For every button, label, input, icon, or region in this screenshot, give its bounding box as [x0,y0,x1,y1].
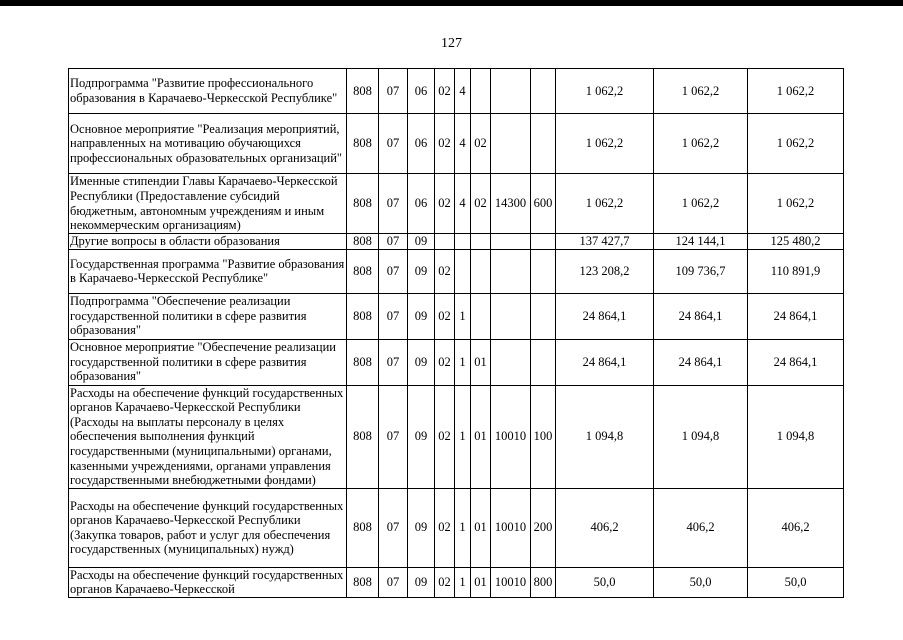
subprogram-code [455,249,471,293]
table-row [69,488,844,567]
budget-item-name: Основное мероприятие "Реализация мероприятий, направленных на мотивацию обучающихся профессиональных образовательных организаций" [69,114,347,174]
budget-item-name: Подпрограмма "Развитие профессионального образования в Карачаево-Черкесской Республике" [69,69,347,114]
amount-year-3: 50,0 [748,567,844,597]
ministry-code: 808 [347,293,379,339]
amount-year-2: 1 062,2 [654,174,748,234]
direction-code: 10010 [491,385,531,488]
amount-year-3: 406,2 [748,488,844,567]
event-code [471,234,491,250]
subsection-code: 09 [408,339,435,385]
subprogram-code: 1 [455,339,471,385]
amount-year-2: 50,0 [654,567,748,597]
program-code: 02 [435,249,455,293]
ministry-code: 808 [347,385,379,488]
amount-year-1: 1 062,2 [556,69,654,114]
section-code: 07 [379,488,408,567]
ministry-code: 808 [347,69,379,114]
table-row [69,339,844,385]
program-code: 02 [435,488,455,567]
amount-year-2: 1 062,2 [654,69,748,114]
subsection-code: 06 [408,114,435,174]
section-code: 07 [379,293,408,339]
table-row [69,249,844,293]
table-row [69,385,844,488]
program-code: 02 [435,339,455,385]
program-code: 02 [435,293,455,339]
event-code: 01 [471,339,491,385]
section-code: 07 [379,114,408,174]
program-code: 02 [435,69,455,114]
amount-year-2: 24 864,1 [654,339,748,385]
amount-year-1: 24 864,1 [556,293,654,339]
direction-code [491,234,531,250]
event-code [471,69,491,114]
page-number: 127 [441,36,462,51]
ministry-code: 808 [347,567,379,597]
expense-type-code [531,249,556,293]
subsection-code: 09 [408,293,435,339]
direction-code [491,69,531,114]
program-code: 02 [435,114,455,174]
direction-code: 10010 [491,488,531,567]
expense-type-code: 600 [531,174,556,234]
budget-item-name: Расходы на обеспечение функций государственных органов Карачаево-Черкесской Республики (Расходы на выплаты персоналу в целях обеспечения выполнения функций государственными (муниципальными) органами, казенными учреждениями, органами управления государственными внебюджетными фондами) [69,385,347,488]
budget-item-name: Подпрограмма "Обеспечение реализации государственной политики в сфере развития образования" [69,293,347,339]
amount-year-1: 1 094,8 [556,385,654,488]
expense-type-code [531,69,556,114]
event-code [471,249,491,293]
section-code: 07 [379,567,408,597]
budget-item-name: Расходы на обеспечение функций государственных органов Карачаево-Черкесской [69,567,347,597]
budget-item-name: Именные стипендии Главы Карачаево-Черкесской Республики (Предоставление субсидий бюджетным, автономным учреждениям и иным некоммерческим организациям) [69,174,347,234]
subprogram-code [455,234,471,250]
amount-year-2: 24 864,1 [654,293,748,339]
ministry-code: 808 [347,174,379,234]
ministry-code: 808 [347,339,379,385]
subsection-code: 06 [408,174,435,234]
event-code: 02 [471,174,491,234]
ministry-code: 808 [347,249,379,293]
subprogram-code: 1 [455,385,471,488]
table-row [69,567,844,597]
expense-type-code [531,339,556,385]
table-row [69,114,844,174]
budget-table [68,68,844,598]
subsection-code: 09 [408,234,435,250]
ministry-code: 808 [347,488,379,567]
budget-item-name: Основное мероприятие "Обеспечение реализации государственной политики в сфере развития образования" [69,339,347,385]
amount-year-1: 406,2 [556,488,654,567]
section-code: 07 [379,234,408,250]
event-code: 01 [471,488,491,567]
budget-item-name: Расходы на обеспечение функций государственных органов Карачаево-Черкесской Республики (Закупка товаров, работ и услуг для обеспечения государственных (муниципальных) нужд) [69,488,347,567]
section-code: 07 [379,385,408,488]
subprogram-code: 1 [455,567,471,597]
expense-type-code [531,234,556,250]
expense-type-code: 200 [531,488,556,567]
direction-code: 10010 [491,567,531,597]
subsection-code: 09 [408,249,435,293]
event-code: 02 [471,114,491,174]
event-code: 01 [471,567,491,597]
direction-code: 14300 [491,174,531,234]
subprogram-code: 4 [455,174,471,234]
subsection-code: 09 [408,385,435,488]
table-row [69,69,844,114]
amount-year-1: 137 427,7 [556,234,654,250]
budget-item-name: Государственная программа "Развитие образования в Карачаево-Черкесской Республике" [69,249,347,293]
amount-year-1: 1 062,2 [556,174,654,234]
program-code: 02 [435,567,455,597]
amount-year-2: 109 736,7 [654,249,748,293]
section-code: 07 [379,339,408,385]
amount-year-1: 50,0 [556,567,654,597]
amount-year-3: 1 094,8 [748,385,844,488]
amount-year-3: 1 062,2 [748,114,844,174]
section-code: 07 [379,249,408,293]
direction-code [491,293,531,339]
amount-year-3: 24 864,1 [748,339,844,385]
direction-code [491,249,531,293]
amount-year-2: 1 062,2 [654,114,748,174]
subprogram-code: 1 [455,488,471,567]
section-code: 07 [379,174,408,234]
amount-year-3: 125 480,2 [748,234,844,250]
table-row [69,174,844,234]
amount-year-3: 1 062,2 [748,69,844,114]
amount-year-2: 124 144,1 [654,234,748,250]
top-border-rule [0,0,903,6]
program-code: 02 [435,174,455,234]
subsection-code: 09 [408,567,435,597]
subprogram-code: 1 [455,293,471,339]
subprogram-code: 4 [455,69,471,114]
amount-year-1: 1 062,2 [556,114,654,174]
amount-year-1: 24 864,1 [556,339,654,385]
direction-code [491,339,531,385]
table-row [69,293,844,339]
amount-year-3: 24 864,1 [748,293,844,339]
program-code [435,234,455,250]
subprogram-code: 4 [455,114,471,174]
direction-code [491,114,531,174]
amount-year-3: 1 062,2 [748,174,844,234]
expense-type-code: 800 [531,567,556,597]
expense-type-code: 100 [531,385,556,488]
expense-type-code [531,114,556,174]
amount-year-3: 110 891,9 [748,249,844,293]
event-code: 01 [471,385,491,488]
program-code: 02 [435,385,455,488]
table-row [69,234,844,250]
subsection-code: 06 [408,69,435,114]
section-code: 07 [379,69,408,114]
event-code [471,293,491,339]
budget-item-name: Другие вопросы в области образования [69,234,347,250]
expense-type-code [531,293,556,339]
ministry-code: 808 [347,114,379,174]
amount-year-2: 1 094,8 [654,385,748,488]
ministry-code: 808 [347,234,379,250]
amount-year-1: 123 208,2 [556,249,654,293]
amount-year-2: 406,2 [654,488,748,567]
subsection-code: 09 [408,488,435,567]
